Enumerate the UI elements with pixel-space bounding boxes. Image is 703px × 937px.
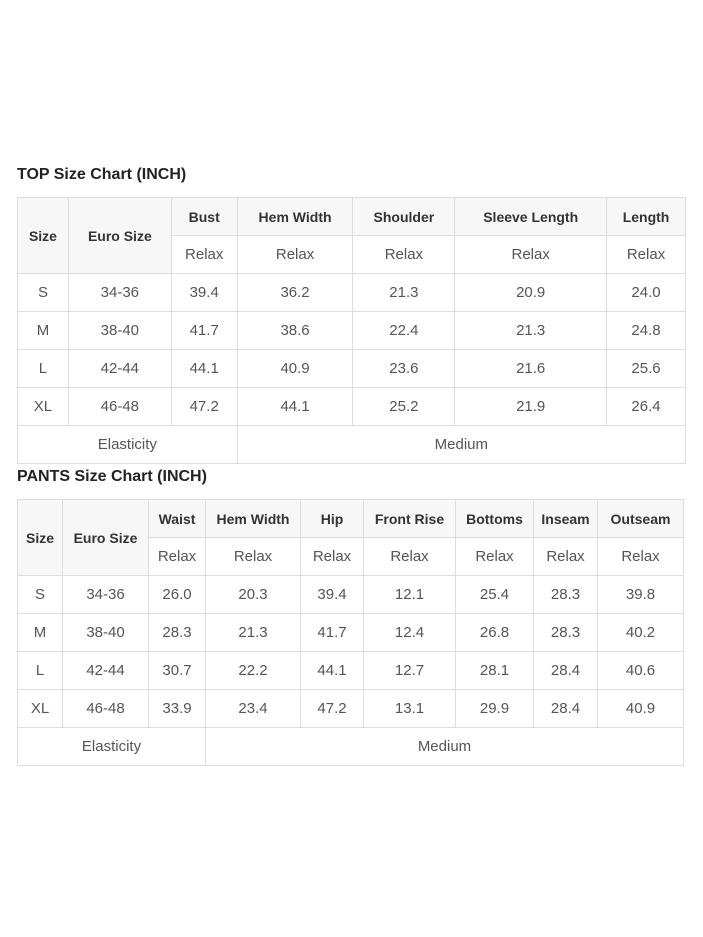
fit-cell: Relax: [301, 538, 364, 576]
elasticity-value-cell: Medium: [237, 426, 685, 464]
pants-header-hip: Hip: [301, 500, 364, 538]
measurement-cell: 30.7: [149, 652, 206, 690]
measurement-cell: 12.7: [364, 652, 456, 690]
measurement-cell: 25.2: [353, 388, 455, 426]
euro-size-cell: 46-48: [68, 388, 171, 426]
measurement-cell: 26.0: [149, 576, 206, 614]
fit-cell: Relax: [607, 236, 686, 274]
measurement-cell: 22.4: [353, 312, 455, 350]
pants-header-size: Size: [18, 500, 63, 576]
elasticity-label-cell: Elasticity: [18, 426, 238, 464]
measurement-cell: 26.8: [456, 614, 534, 652]
size-cell: L: [18, 652, 63, 690]
measurement-cell: 21.3: [206, 614, 301, 652]
measurement-cell: 28.3: [534, 576, 598, 614]
measurement-cell: 47.2: [301, 690, 364, 728]
measurement-cell: 23.6: [353, 350, 455, 388]
pants-row-l: [18, 652, 684, 690]
pants-row-xl: [18, 690, 684, 728]
measurement-cell: 40.6: [598, 652, 684, 690]
top-header-length: Length: [607, 198, 686, 236]
pants-chart-title: PANTS Size Chart (INCH): [17, 468, 207, 485]
measurement-cell: 12.1: [364, 576, 456, 614]
size-cell: L: [18, 350, 69, 388]
measurement-cell: 28.3: [149, 614, 206, 652]
fit-cell: Relax: [206, 538, 301, 576]
measurement-cell: 28.4: [534, 690, 598, 728]
measurement-cell: 13.1: [364, 690, 456, 728]
pants-size-table: [17, 499, 684, 766]
top-header-hem-width: Hem Width: [237, 198, 353, 236]
size-cell: XL: [18, 690, 63, 728]
measurement-cell: 40.9: [237, 350, 353, 388]
pants-elasticity-row: [18, 728, 684, 766]
measurement-cell: 21.6: [455, 350, 607, 388]
top-header-sleeve-length: Sleeve Length: [455, 198, 607, 236]
fit-cell: Relax: [171, 236, 237, 274]
euro-size-cell: 34-36: [68, 274, 171, 312]
pants-header-waist: Waist: [149, 500, 206, 538]
measurement-cell: 44.1: [171, 350, 237, 388]
fit-cell: Relax: [364, 538, 456, 576]
top-size-table: [17, 197, 686, 464]
measurement-cell: 41.7: [171, 312, 237, 350]
euro-size-cell: 34-36: [63, 576, 149, 614]
measurement-cell: 26.4: [607, 388, 686, 426]
pants-header-hem-width: Hem Width: [206, 500, 301, 538]
measurement-cell: 40.2: [598, 614, 684, 652]
euro-size-cell: 38-40: [63, 614, 149, 652]
measurement-cell: 21.3: [455, 312, 607, 350]
euro-size-cell: 42-44: [63, 652, 149, 690]
size-cell: M: [18, 312, 69, 350]
top-row-xl: [18, 388, 686, 426]
top-row-s: [18, 274, 686, 312]
pants-header-row: [18, 500, 684, 538]
euro-size-cell: 38-40: [68, 312, 171, 350]
measurement-cell: 20.9: [455, 274, 607, 312]
measurement-cell: 22.2: [206, 652, 301, 690]
measurement-cell: 44.1: [301, 652, 364, 690]
fit-cell: Relax: [149, 538, 206, 576]
pants-header-euro-size: Euro Size: [63, 500, 149, 576]
top-header-euro-size: Euro Size: [68, 198, 171, 274]
fit-cell: Relax: [455, 236, 607, 274]
pants-row-s: [18, 576, 684, 614]
elasticity-value-cell: Medium: [206, 728, 684, 766]
measurement-cell: 28.4: [534, 652, 598, 690]
top-header-bust: Bust: [171, 198, 237, 236]
fit-cell: Relax: [598, 538, 684, 576]
measurement-cell: 23.4: [206, 690, 301, 728]
top-chart-title: TOP Size Chart (INCH): [17, 166, 187, 183]
top-header-size: Size: [18, 198, 69, 274]
measurement-cell: 39.4: [301, 576, 364, 614]
measurement-cell: 28.1: [456, 652, 534, 690]
measurement-cell: 28.3: [534, 614, 598, 652]
pants-header-front-rise: Front Rise: [364, 500, 456, 538]
size-cell: S: [18, 274, 69, 312]
top-row-l: [18, 350, 686, 388]
measurement-cell: 33.9: [149, 690, 206, 728]
top-header-shoulder: Shoulder: [353, 198, 455, 236]
measurement-cell: 20.3: [206, 576, 301, 614]
measurement-cell: 40.9: [598, 690, 684, 728]
measurement-cell: 39.8: [598, 576, 684, 614]
size-cell: M: [18, 614, 63, 652]
measurement-cell: 25.4: [456, 576, 534, 614]
measurement-cell: 21.3: [353, 274, 455, 312]
measurement-cell: 29.9: [456, 690, 534, 728]
top-elasticity-row: [18, 426, 686, 464]
top-row-m: [18, 312, 686, 350]
elasticity-label-cell: Elasticity: [18, 728, 206, 766]
measurement-cell: 24.8: [607, 312, 686, 350]
euro-size-cell: 46-48: [63, 690, 149, 728]
euro-size-cell: 42-44: [68, 350, 171, 388]
fit-cell: Relax: [353, 236, 455, 274]
measurement-cell: 24.0: [607, 274, 686, 312]
pants-header-outseam: Outseam: [598, 500, 684, 538]
measurement-cell: 44.1: [237, 388, 353, 426]
measurement-cell: 12.4: [364, 614, 456, 652]
fit-cell: Relax: [534, 538, 598, 576]
top-header-row: [18, 198, 686, 236]
measurement-cell: 41.7: [301, 614, 364, 652]
fit-cell: Relax: [456, 538, 534, 576]
fit-cell: Relax: [237, 236, 353, 274]
measurement-cell: 38.6: [237, 312, 353, 350]
measurement-cell: 36.2: [237, 274, 353, 312]
size-cell: XL: [18, 388, 69, 426]
size-cell: S: [18, 576, 63, 614]
pants-header-bottoms: Bottoms: [456, 500, 534, 538]
pants-header-inseam: Inseam: [534, 500, 598, 538]
measurement-cell: 21.9: [455, 388, 607, 426]
pants-row-m: [18, 614, 684, 652]
measurement-cell: 47.2: [171, 388, 237, 426]
measurement-cell: 25.6: [607, 350, 686, 388]
measurement-cell: 39.4: [171, 274, 237, 312]
